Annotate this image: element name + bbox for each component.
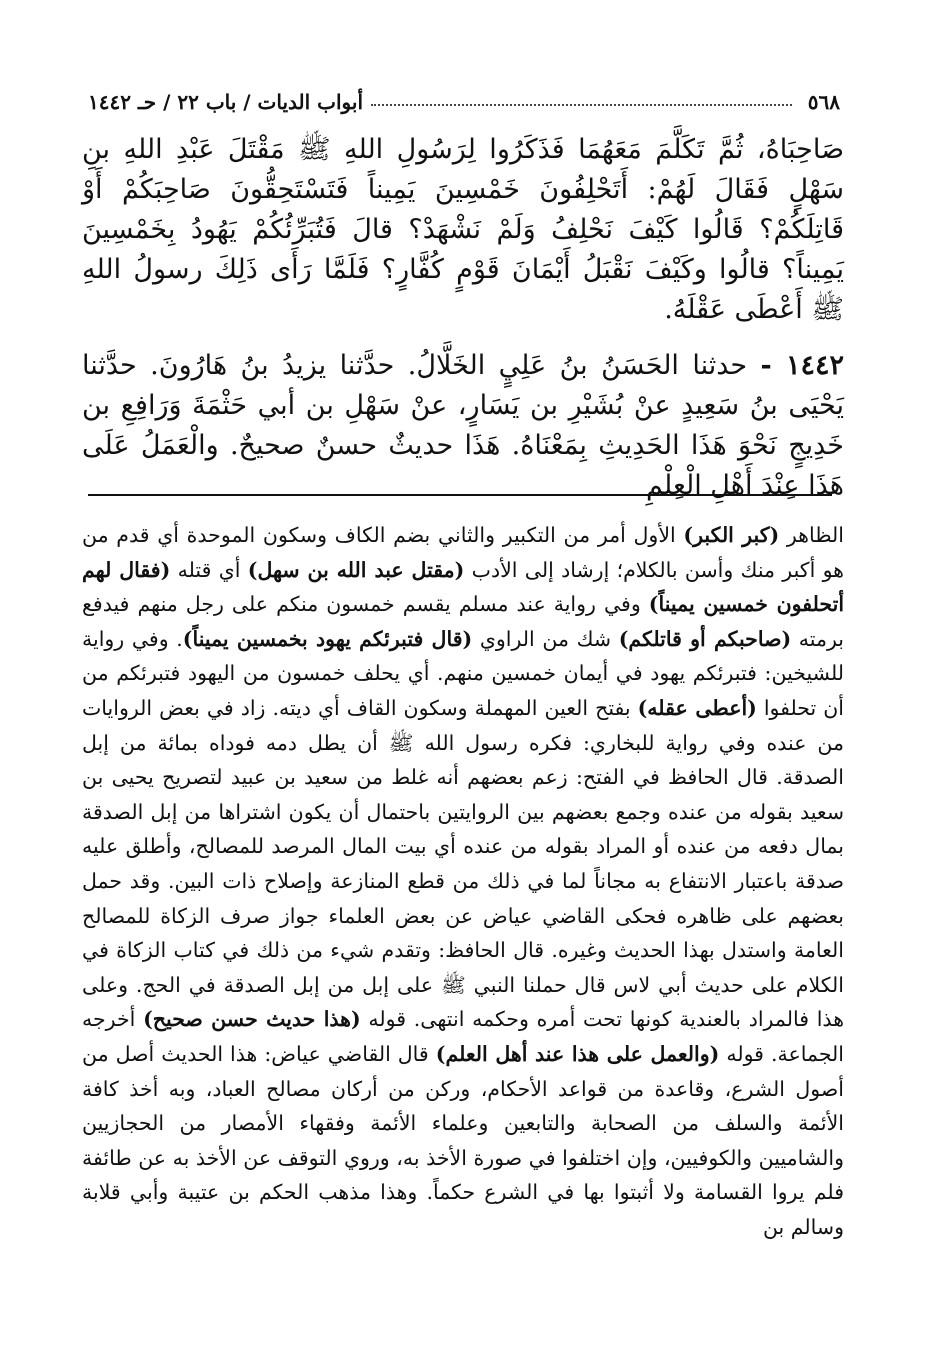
- quoted-phrase: (قال فتبرئكم يهود بخمسين يميناً): [182, 626, 473, 651]
- quoted-phrase: (فقال لهم أتحلفون خمسين يميناً): [82, 557, 845, 617]
- footnote-divider: [88, 494, 832, 496]
- commentary-segment: أخرجه الجماعة. قوله: [82, 1007, 844, 1066]
- commentary-segment: الأول أمر من التكبير والثاني بضم الكاف وسكون الموحدة أي قدم من هو أكبر منك وأسن بالكلام؛ إرشاد إلى الأدب: [82, 523, 844, 582]
- quoted-phrase: (مقتل عبد الله بن سهل): [247, 557, 465, 582]
- page-header: [88, 80, 840, 114]
- commentary-segment: الظاهر: [779, 523, 844, 547]
- header-dotted-leader: [371, 104, 792, 106]
- commentary-segment: وفي رواية عند مسلم يقسم خمسون منكم على رجل منهم فيدفع برمته: [82, 592, 844, 651]
- commentary-segment: أي قتله: [170, 557, 248, 582]
- commentary-paragraph: [82, 518, 844, 1244]
- hadith-paragraph-continued: صَاحِبَاهُ، ثُمَّ تَكَلَّمَ مَعَهُمَا فَذَكَرُوا لِرَسُولِ اللهِ ﷺ مَقْتَلَ عَبْدِ اللهِ بنِ سَهْلٍ فَقَالَ لَهُمْ: أَتَحْلِفُونَ خَمْسِينَ يَمِيناً فَتَسْتَحِقُّونَ صَاحِبَكُمْ أَوْ قَاتِلَكُمْ؟ قَالُوا كَيْفَ نَحْلِفُ وَلَمْ نَشْهَدْ؟ قالَ فَتُبَرِّئُكُمْ يَهُودُ بِخَمْسِينَ يَمِيناً؟ قالُوا وكَيْفَ نَقْبَلُ أَيْمَانَ قَوْمٍ كُفَّارٍ؟ فَلَمَّا رَأَى ذَلِكَ رسولُ اللهِ ﷺ أَعْطَى عَقْلَهُ.: [82, 134, 844, 325]
- commentary-segment: قال القاضي عياض: هذا الحديث أصل من أصول الشرع، وقاعدة من قواعد الأحكام، وركن من أركان مصالح العباد، وبه أخذ كافة الأئمة والسلف من الصحابة والتابعين وعلماء الأئمة وفقهاء الأمصار من الحجازيين والشاميين والكوفيين، وإن اختلفوا في صورة الأخذ به، وروي التوقف عن الأخذ به عن طائفة فلم يروا القسامة ولا أثبتوا بها في الشرع حكماً. وهذا مذهب الحكم بن عتيبة وأبي قلابة وسالم بن: [82, 1041, 844, 1239]
- quoted-phrase: (صاحبكم أو قاتلكم): [618, 626, 792, 651]
- running-title: أبواب الديات / باب ٢٢ / حـ ١٤٤٢: [88, 90, 363, 114]
- quoted-phrase: (أعطى عقله): [637, 695, 757, 720]
- quoted-phrase: (والعمل على هذا عند أهل العلم): [435, 1041, 720, 1066]
- commentary-segment: بفتح العين المهملة وسكون القاف أي ديته. زاد في بعض الروايات من عنده وفي رواية للبخاري: فكره رسول الله ﷺ أن يطل دمه فوداه بمائة من إبل الصدقة. قال الحافظ في الفتح: زعم بعضهم أنه غلط من سعيد بن عبيد لتصريح يحيى بن سعيد بقوله من عنده وجمع بعضهم بين الروايتين باحتمال أن يكون اشتراها من إبل الصدقة بمال دفعه من عنده أو المراد بقوله من عنده أي بيت المال المرصد للمصالح، وأطلق عليه صدقة باعتبار الانتفاع به مجاناً لما في ذلك من قطع المنازعة وإصلاح ذات البين. وقد حمل بعضهم على ظاهره فحكى القاضي عياض عن بعض العلماء جواز صرف الزكاة للمصالح العامة واستدل بهذا الحديث وغيره. قال الحافظ: وتقدم شيء من ذلك في كتاب الزكاة في الكلام على حديث أبي لاس قال حملنا النبي ﷺ على إبل من إبل الصدقة في الحج. وعلى هذا فالمراد بالعندية كونها تحت أمره وحكمه انتهى. قوله: [82, 695, 845, 1032]
- page-number: ٥٦٨: [807, 90, 840, 114]
- commentary-segment: شك من الراوي: [472, 626, 619, 651]
- commentary-segment: . وفي رواية للشيخين: فتبرئكم يهود في أيمان خمسين منهم. أي يحلف خمسون من اليهود فتبرئكم من أن تحلفوا: [82, 626, 845, 720]
- quoted-phrase: (كبر الكبر): [683, 523, 780, 547]
- quoted-phrase: (هذا حديث حسن صحيح): [143, 1007, 361, 1032]
- hadith-number: ١٤٤٢ -: [760, 350, 844, 381]
- hadith-paragraph-1442: [82, 346, 844, 506]
- commentary-text: [82, 518, 844, 1244]
- hadith-text: [82, 130, 844, 506]
- hadith-body: حدثنا الحَسَنُ بنُ عَلِيٍ الخَلَّالُ. حدَّثنا يزيدُ بنُ هَارُونَ. حدَّثنا يَحْيَى بنُ سَعِيدٍ عنْ بُشَيْرِ بن يَسَارٍ، عنْ سَهْلِ بن أبي حَثْمَةَ وَرَافِعِ بن خَدِيجٍ نَحْوَ هَذَا الحَدِيثِ بِمَعْنَاهُ. هَذَا حديثٌ حسنٌ صحيحٌ. والْعَمَلُ عَلَى هَذَا عِنْدَ أَهْلِ الْعِلْمِ: [82, 350, 844, 501]
